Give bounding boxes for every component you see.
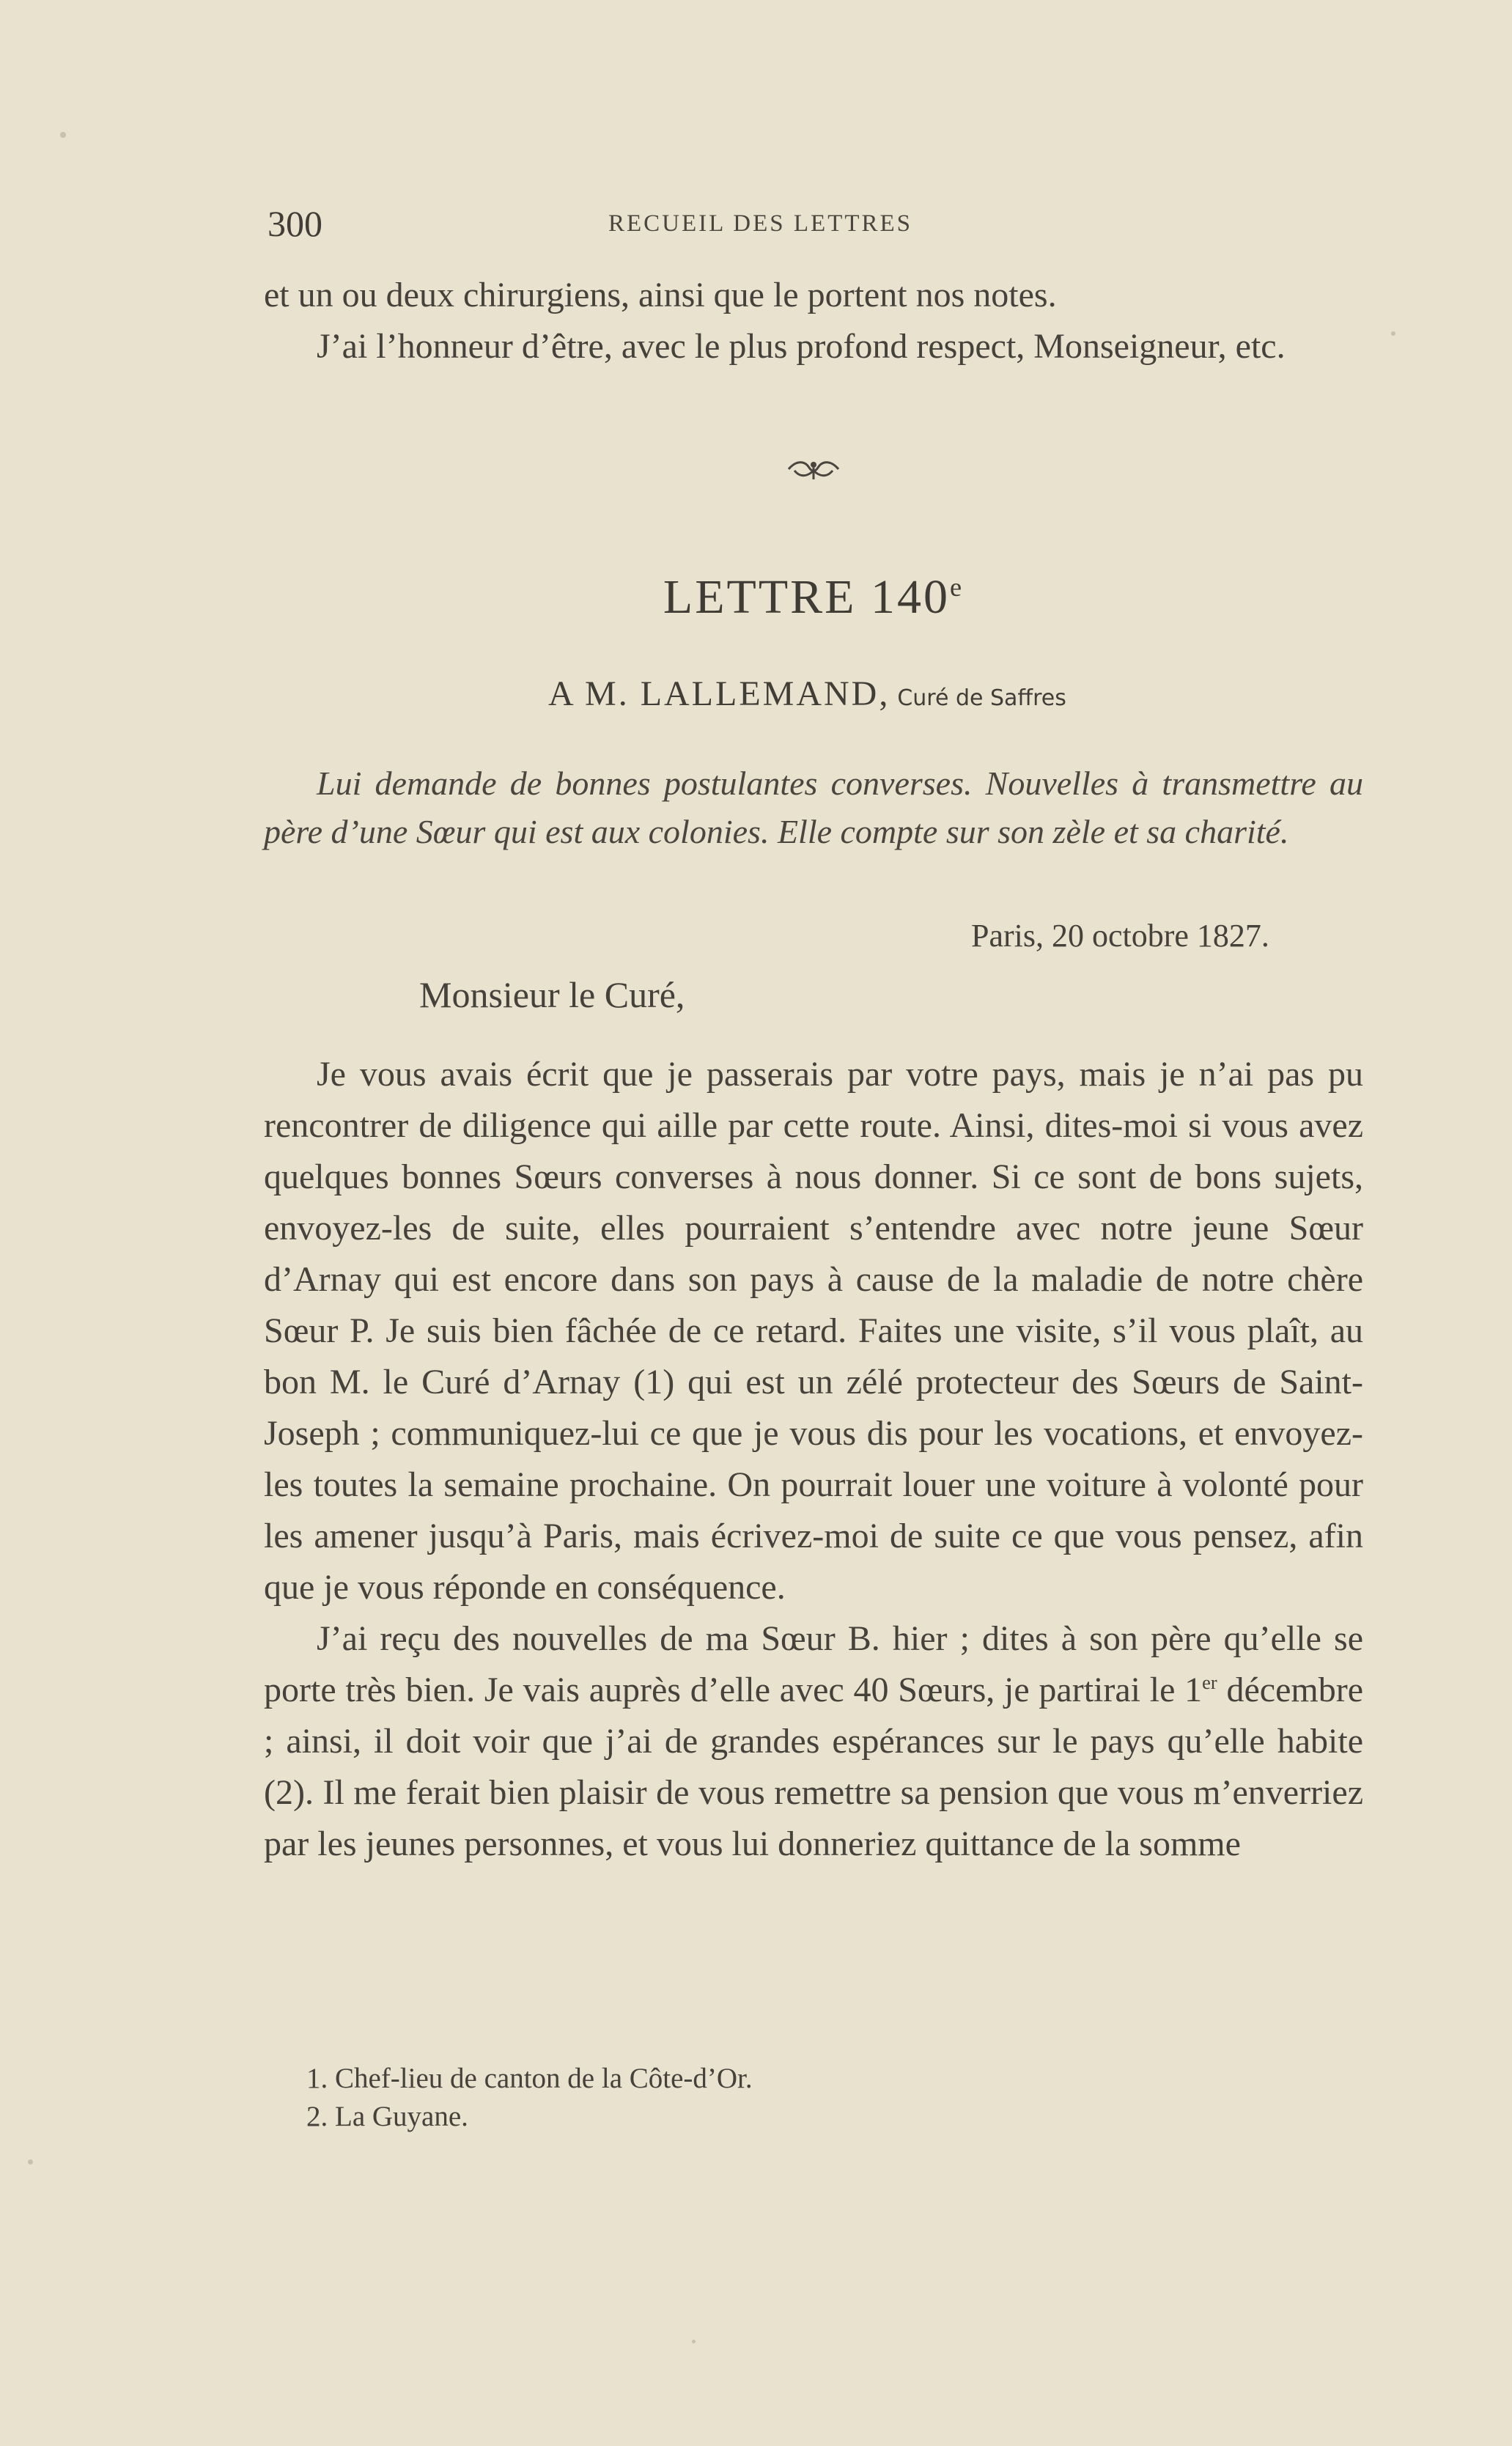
page-header <box>268 198 1253 249</box>
paper-speck <box>60 132 66 138</box>
previous-letter-ending <box>264 270 1363 372</box>
letter-title: LETTRE 140e <box>663 570 965 624</box>
addressee-name: A M. LALLEMAND, <box>548 674 890 713</box>
addressee-role: Curé de Saffres <box>897 685 1066 711</box>
letter-body <box>264 1049 1363 1870</box>
footnotes <box>306 2060 753 2136</box>
paragraph: J’ai reçu des nouvelles de ma Sœur B. hier ; dites à son père qu’elle se porte très bien. Je vais auprès d’elle avec 40 Sœurs, je partirai le 1er décembre ; ainsi, il doit voir que j’ai de grandes espérances sur le pays qu’elle habite (2). Il me ferait bien plaisir de vous remettre sa pension que vous m’enverriez par les jeunes personnes, et vous lui donneriez quittance de la somme <box>264 1619 1363 1863</box>
paragraph: Je vous avais écrit que je passerais par votre pays, mais je n’ai pas pu rencontrer de diligence qui aille par cette route. Ainsi, dites-moi si vous avez quelques bonnes Sœurs converses à nous donner. Si ce sont de bons sujets, envoyez-les de suite, elles pourraient s’entendre avec notre jeune Sœur d’Arnay qui est encore dans son pays à cause de la maladie de notre chère Sœur P. Je suis bien fâchée de ce retard. Faites une visite, s’il vous plaît, au bon M. le Curé d’Arnay (1) qui est un zélé protecteur des Sœurs de Saint-Joseph ; communiquez-lui ce que je vous dis pour les vocations, et envoyez-les toutes la semaine prochaine. On pourrait louer une voiture à volonté pour les amener jusqu’à Paris, mais écrivez-moi de suite ce que vous pensez, afin que je vous réponde en conséquence. <box>264 1055 1363 1607</box>
ordinal-suffix: e <box>949 572 965 602</box>
footnote: 2. La Guyane. <box>306 2101 468 2132</box>
continued-line: et un ou deux chirurgiens, ainsi que le portent nos notes. <box>264 276 1057 314</box>
salutation: Monsieur le Curé, <box>419 974 685 1015</box>
footnote: 1. Chef-lieu de canton de la Côte-d’Or. <box>306 2063 753 2094</box>
fleuron-ornament-icon <box>784 454 843 484</box>
paper-speck <box>28 2159 33 2165</box>
running-head: RECUEIL DES LETTRES <box>608 210 913 237</box>
paper-speck <box>1391 331 1395 336</box>
addressee-line <box>548 668 1066 724</box>
paper-speck <box>692 2340 696 2343</box>
letter-date: Paris, 20 octobre 1827. <box>971 918 1269 954</box>
page-number: 300 <box>268 203 322 244</box>
closing-formula: J’ai l’honneur d’être, avec le plus profond respect, Monseigneur, etc. <box>317 327 1286 366</box>
letter-summary: Lui demande de bonnes postulantes converses. Nouvelles à transmettre au père d’une Sœur qui est aux colonies. Elle compte sur son zèle et sa charité. <box>264 765 1363 850</box>
